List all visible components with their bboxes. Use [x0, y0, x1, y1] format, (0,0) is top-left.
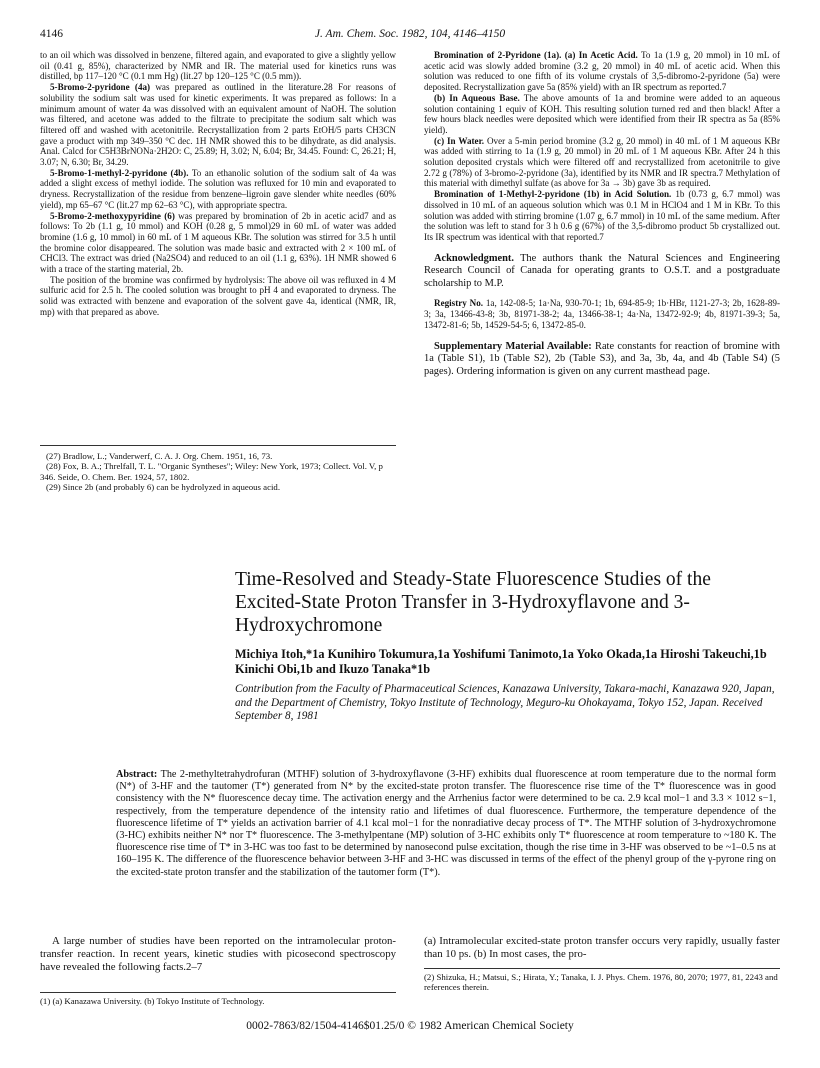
right-column — [424, 50, 780, 378]
page-number: 4146 — [40, 28, 63, 40]
left-footnotes — [40, 451, 396, 493]
paragraph: The position of the bromine was confirmed by hydrolysis: The above oil was refluxed in 4 M sulfuric acid for 2.5 h. The cooled solution was brought to pH 4 and evaporated to dryness. The solid was extracted with benzene and evaporation of the solvent gave 4a, identical (NMR, IR, mp) with that prepared as above. — [40, 274, 396, 317]
footnote-rule — [424, 968, 780, 969]
run-in-heading: (c) In Water. — [434, 135, 485, 146]
paragraph-text: To an ethanolic solution of the sodium salt of 4a was added a slight excess of methyl iodide. The solution was refluxed for 10 min and evaporated to dryness. Recrystallization of the residue from benzene–ligroin gave slender white needles (60% yield), mp 65–67 °C (lit.27 mp 62–63 °C), with appropriate spectra. — [40, 167, 397, 210]
paragraph — [424, 136, 780, 190]
run-in-heading: 5-Bromo-1-methyl-2-pyridone (4b). — [50, 167, 189, 178]
copyright-line: 0002-7863/82/1504-4146$01.25/0 © 1982 American Chemical Society — [246, 1020, 574, 1032]
run-in-heading: (b) In Aqueous Base. — [434, 92, 520, 103]
acknowledgment — [424, 253, 780, 291]
supplementary-heading: Supplementary Material Available: — [434, 340, 592, 352]
abstract-text: The 2-methyltetrahydrofuran (MTHF) solution of 3-hydroxyflavone (3-HF) exhibits dual fluorescence at room temperature due to the normal form (N*) of 3-HF and the tautomer (T*) generated from N* by the excited-state proton transfer. The fluorescence rise time of the T* fluorescence was in good consistency with the N* fluorescence decay time. The activation energy and the Arrhenius factor were determined to be ca. 2.9 kcal mol−1 and 3.3 × 1012 s−1, respectively, from the temperature dependence of the intensity ratio and lifetimes of dual fluorescence. Furthermore, the temperature dependence of the fluorescence lifetime of T* yields an activation barrier of 4.1 kcal mol−1 for the nonradiative decay process of T*. The MTHF solution of 3-hydroxychromone (3-HC) exhibits neither N* nor T* fluorescence. The 3-methylpentane (MP) solution of 3-HC exhibits only T* fluorescence at room temperature to ~180 K. The fluorescence rise time of T* in 3-HC was too fast to be determined by nanosecond pulse excitation, though the rise time in 3-HF was observed to be ~1–0.5 ns at 160–195 K. The difference of the fluorescence behavior between 3-HF and 3-HC was discussed in terms of the effect of the phenyl group of the γ-pyrone ring on the excited-state proton transfer and the stabilization of the tautomer form (T*). — [116, 769, 776, 878]
run-in-heading: Bromination of 2-Pyridone (1a). (a) In Acetic Acid. — [434, 50, 638, 60]
paragraph-text: was prepared as outlined in the literature.28 For reasons of solubility the sodium salt was used for kinetic experiments. It was prepared as follows: In a minimum amount of water 4a was dissolved with an equivalent amount of NaOH. The solution was filtered, and acetone was added to the filtrate to precipitate the sodium salt which was filtered off and washed with acetonitrile. Recrystallization from 2 parts EtOH/5 parts CH3CN gave a product with mp 349–350 °C dec. 1H NMR showed this to be dihydrate, as did analysis. Anal. Calcd for C5H3BrNONa·2H2O: C, 25.89; H, 3.02; N, 6.04; Br, 34.45. Found: C, 26.21; H, 3.07; N, 6.30; Br, 34.29. — [40, 82, 396, 168]
supplementary-material — [424, 341, 780, 379]
abstract — [116, 769, 776, 879]
run-in-heading: Bromination of 1-Methyl-2-pyridone (1b) in Acid Solution. — [434, 189, 672, 200]
paragraph — [424, 50, 780, 93]
paragraph: A large number of studies have been reported on the intramolecular proton-transfer reaction. In recent years, kinetic studies with picosecond spectroscopy have revealed the following facts.2–7 — [40, 935, 396, 973]
left-column — [40, 50, 396, 318]
registry-heading: Registry No. — [434, 298, 484, 309]
intro-left — [40, 935, 396, 974]
article-title: Time-Resolved and Steady-State Fluorescence Studies of the Excited-State Proton Transfer in 3-Hydroxyflavone and 3-Hydroxychromone — [235, 569, 711, 636]
paragraph: to an oil which was dissolved in benzene, filtered again, and evaporated to give a slightly yellow oil (0.41 g, 85%), characterized by NMR and IR. The material used for kinetics runs was distilled, bp 117–120 °C (0.1 mm Hg) (lit.27 bp 120–125 °C (0.5 mm)). — [40, 50, 396, 82]
paragraph-text: The above amounts of 1a and bromine were added to an aqueous solution containing 1 equiv of KOH. This resulting solution turned red and then black! After a few hours black needles were deposited which were identified from their IR spectra as 5a (85% yield). — [424, 92, 780, 135]
paragraph — [40, 211, 396, 275]
paragraph — [424, 93, 780, 136]
registry-numbers — [424, 298, 780, 330]
paragraph — [40, 82, 396, 168]
acknowledgment-heading: Acknowledgment. — [434, 252, 514, 264]
affiliation: Contribution from the Faculty of Pharmaceutical Sciences, Kanazawa University, Takara-machi, Kanazawa 920, Japan, and the Department of Chemistry, Tokyo Institute of Technology, Meguro-ku Ohokayama, Tokyo 152, Japan. Received September 8, 1981 — [235, 683, 775, 723]
registry-text: 1a, 142-08-5; 1a·Na, 930-70-1; 1b, 694-85-9; 1b·HBr, 1121-27-3; 2b, 1628-89-3; 3a, 13466-43-8; 3b, 81971-38-2; 4a, 13466-38-1; 4a·Na, 13472-92-9; 4b, 81971-39-3; 5a, 13472-81-6; 5b, 14529-54-5; 6, 13472-85-0. — [424, 298, 780, 330]
paragraph-text: Over a 5-min period bromine (3.2 g, 20 mmol) in 40 mL of 1 M aqueous KBr was added with stirring to 1a (1.9 g, 20 mmol) in 20 mL of 1 M aqueous KBr. After 24 h this solution deposited crystals which were filtered off and recrystallized from acetonitrile to give 2.72 g (78%) of 3-bromo-2-pyridone (3a), identified by its NMR and IR spectra.7 Methylation of this material with dimethyl sulfate (as above for 3a → 3b) gave 3b as required. — [424, 135, 780, 189]
paragraph-text: To 1a (1.9 g, 20 mmol) in 10 mL of acetic acid was slowly added bromine (3.2 g, 20 mmol) in 40 mL of acetic acid. When this solution was reduced to one fifth of its volume crystals of 3,5-dibromo-2-pyridone (5a) were deposited. Recrystallization gave 5a (85% yield) with an IR spectrum as reported.7 — [424, 50, 780, 93]
author-list: Michiya Itoh,*1a Kunihiro Tokumura,1a Yoshifumi Tanimoto,1a Yoko Okada,1a Hiroshi Takeuchi,1b Kinichi Obi,1b and Ikuzo Tanaka*1b — [235, 647, 767, 676]
footnote-rule — [40, 445, 396, 446]
running-header: J. Am. Chem. Soc. 1982, 104, 4146–4150 — [314, 28, 506, 40]
paragraph-text: 1b (0.73 g, 6.7 mmol) was dissolved in 10 mL of an aqueous solution which was 0.1 M in HClO4 and 1 M in KBr. To this solution was added with stirring bromine (1.07 g, 6.7 mmol) in 10 mL of the same medium. After the solution was left to stand for 3 h 0.6 g (67%) of the 3,5-dibromo product 5b crystallized out. Its IR spectrum was identical with that reported.7 — [424, 189, 780, 242]
paragraph: (a) Intramolecular excited-state proton transfer occurs very rapidly, usually faster than 10 ps. (b) In most cases, the pro- — [424, 935, 780, 960]
supplementary-text: Rate constants for reaction of bromine with 1a (Table S1), 1b (Table S2), 2b (Table S3), and 3a, 3b, 4a, and 4b (Table S4) (5 pages). Ordering information is given on any current masthead page. — [424, 340, 780, 377]
footnote: (28) Fox, B. A.; Threlfall, T. L. "Organic Syntheses"; Wiley: New York, 1973; Collect. Vol. V, p 346. Seide, O. Chem. Ber. 1924, 57, 1802. — [40, 461, 383, 482]
acknowledgment-text: The authors thank the Natural Sciences and Engineering Research Council of Canada for operating grants to O.S.T. and a postgraduate scholarship to M.P. — [424, 252, 780, 289]
footnote-rule — [40, 992, 396, 993]
paragraph-text: was prepared by bromination of 2b in acetic acid7 and as follows: To 2b (1.1 g, 10 mmol) and KOH (0.28 g, 5 mmol)29 in 60 mL of water was added bromine (1.6 g, 10 mmol) in 60 mL of 1 M aqueous KBr. The solution was stirred for 3.5 h until the bromine color disappeared. The solution was made basic and extracted with 2 × 100 mL of CHCl3. The extract was dried (Na2SO4) and reduced to an oil (1.1 g, 63%). 1H NMR showed 6 with a trace of the starting material, 2b. — [40, 210, 396, 275]
run-in-heading: 5-Bromo-2-pyridone (4a) — [50, 82, 151, 93]
footnote: (27) Bradlow, L.; Vanderwerf, C. A. J. Org. Chem. 1951, 16, 73. — [46, 451, 273, 461]
footnote: (2) Shizuka, H.; Matsui, S.; Hirata, Y.; Tanaka, I. J. Phys. Chem. 1976, 80, 2070; 1977, 81, 2243 and references therein. — [424, 972, 778, 993]
footnote: (29) Since 2b (and probably 6) can be hydrolyzed in aqueous acid. — [46, 482, 281, 493]
paragraph — [40, 168, 396, 211]
run-in-heading: 5-Bromo-2-methoxypyridine (6) — [50, 210, 175, 221]
footnote: (1) (a) Kanazawa University. (b) Tokyo Institute of Technology. — [40, 996, 265, 1006]
paragraph — [424, 189, 780, 243]
abstract-heading: Abstract: — [116, 769, 158, 780]
intro-right — [424, 935, 780, 961]
